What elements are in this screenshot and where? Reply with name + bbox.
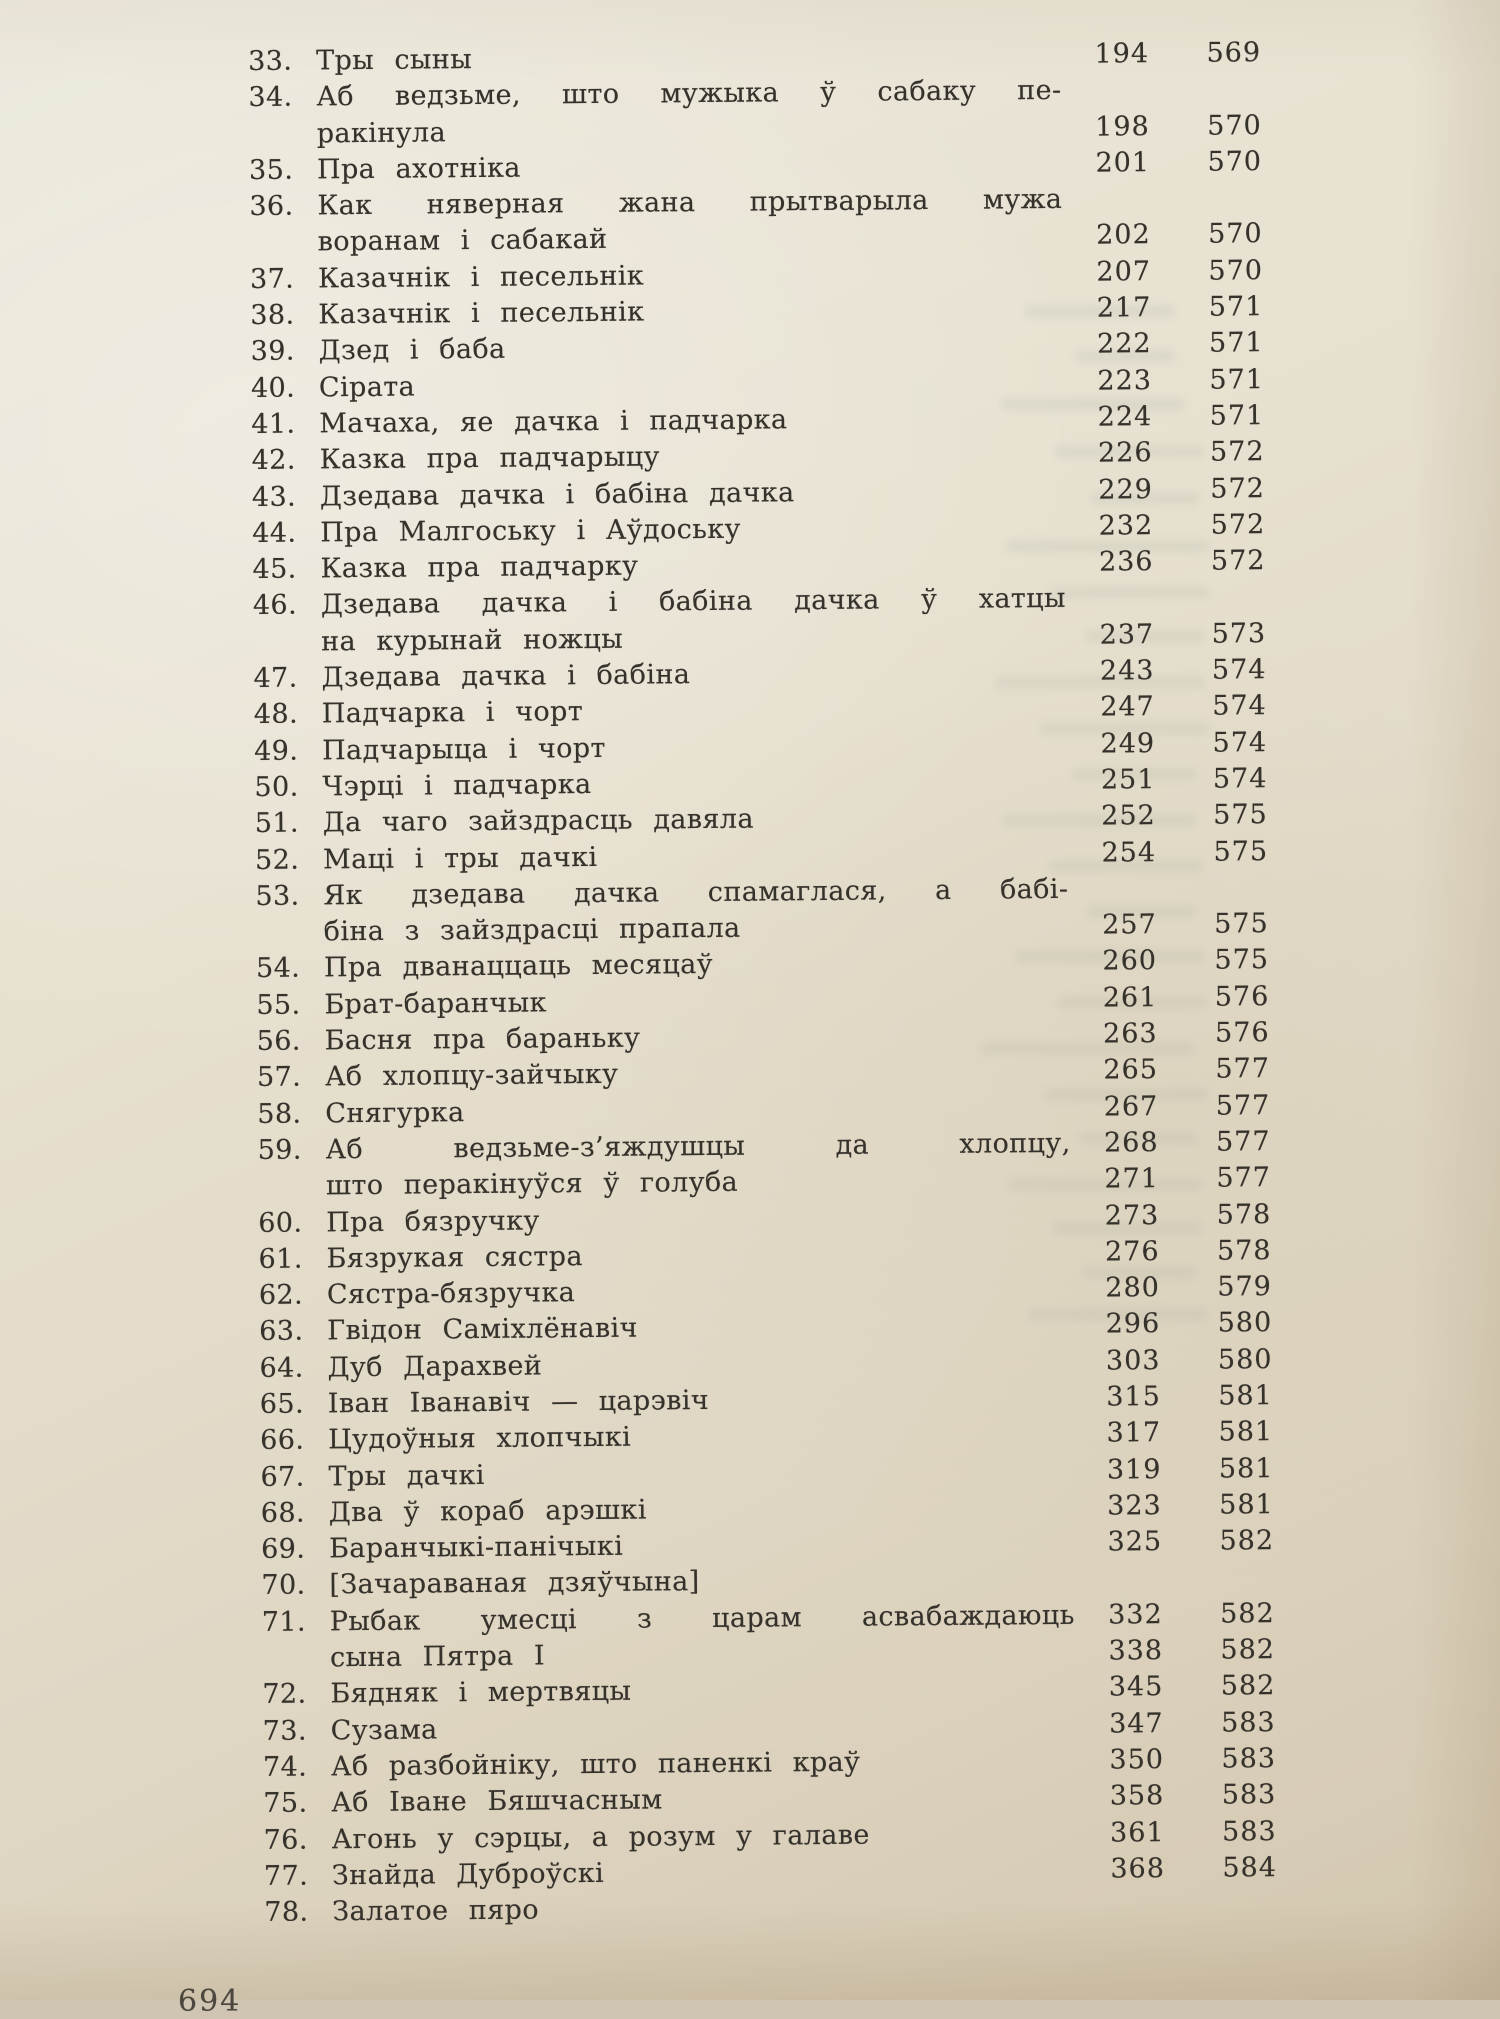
text-page-number: 358 [1109,1780,1165,1812]
entry-number: 33. [247,45,293,77]
entry-number: 35. [248,154,294,186]
text-page-number: 257 [1102,909,1157,941]
entry-number: 37. [249,263,295,295]
text-page-number: 207 [1096,255,1152,288]
commentary-page-number: 584 [1222,1851,1278,1884]
text-page-number: 345 [1108,1671,1164,1703]
entry-number: 58. [257,1098,302,1130]
entry-number: 61. [258,1243,303,1275]
entry-title: Дзедава дачка і бабіна дачка ў хатцы [320,583,1066,621]
commentary-page-number: 577 [1215,1053,1271,1085]
entry-number [247,251,305,252]
commentary-page-number [1162,1586,1274,1587]
entry-number: 49. [254,735,299,767]
text-page-number: 252 [1101,800,1156,832]
text-page-number: 280 [1105,1272,1161,1304]
entry-number: 64. [259,1352,304,1384]
commentary-page-number [1154,606,1266,607]
entry-number: 69. [260,1533,306,1566]
entry-title: Казка пра падчарку [320,550,639,585]
text-page-number [1068,897,1156,898]
entry-title: [Зачараваная дзяўчына] [329,1566,700,1601]
commentary-page-number: 576 [1214,980,1270,1013]
text-page-number: 317 [1106,1417,1162,1449]
text-page-number: 261 [1102,981,1158,1014]
text-page-number: 361 [1109,1816,1165,1849]
entry-title: Снягурка [325,1096,465,1129]
entry-number: 56. [256,1025,301,1057]
entry-number: 48. [253,698,299,731]
entry-title: Залатое пяро [332,1894,540,1928]
text-page-number: 350 [1109,1743,1165,1776]
text-page-number: 260 [1102,945,1158,977]
commentary-page-number: 577 [1215,1125,1271,1158]
commentary-page-number [1165,1912,1277,1913]
text-page-number [1077,1913,1165,1914]
entry-title: Казачнік і песельнік [317,260,645,295]
commentary-page-number: 571 [1208,291,1264,323]
entry-title: Іван Іванавіч — царэвіч [327,1384,710,1420]
commentary-page-number: 571 [1209,400,1265,432]
entry-title: на курынай ножцы [321,623,624,658]
text-page-number: 217 [1096,292,1152,324]
entry-title: Цудоўныя хлопчыкі [328,1421,632,1456]
entry-title: Агонь у сэрцы, а розум у галаве [331,1819,870,1855]
commentary-page-number: 572 [1210,508,1266,541]
entry-title: што перакінуўся ў голуба [325,1166,739,1202]
text-page-number: 332 [1108,1598,1163,1631]
text-page-number: 368 [1110,1852,1166,1885]
entry-title: Сузама [330,1714,438,1746]
text-page-number: 202 [1096,219,1151,252]
text-page-number: 347 [1108,1707,1164,1740]
entry-title: Да чаго зайздрасць давяла [322,803,755,839]
entry-number: 78. [264,1896,309,1929]
entry-title: Баранчыкі-панічыкі [328,1530,624,1565]
entry-title: Мачаха, яе дачка і падчарка [319,404,788,440]
text-page-number: 243 [1099,655,1155,687]
entry-number: 59. [257,1134,302,1166]
entry-title: Басня пра бараньку [324,1022,641,1057]
text-page-number: 222 [1096,328,1152,360]
commentary-page-number: 575 [1214,944,1270,976]
commentary-page-number: 570 [1208,254,1264,287]
text-page-number [1066,607,1154,608]
commentary-page-number: 574 [1211,654,1267,686]
commentary-page-number: 577 [1215,1089,1271,1122]
entry-number: 54. [255,952,301,985]
text-page-number: 237 [1099,618,1155,651]
entry-title: Дзед і баба [318,334,506,367]
entry-number: 41. [251,408,296,440]
entry-number: 34. [248,81,293,114]
text-page-number: 194 [1094,38,1150,70]
commentary-page-number: 582 [1220,1597,1275,1630]
commentary-page-number: 575 [1213,835,1269,868]
entry-title: Чэрці і падчарка [322,768,592,803]
entry-number: 38. [250,299,295,332]
text-page-number: 271 [1104,1163,1160,1195]
text-page-number [1062,207,1150,208]
commentary-page-number: 572 [1209,436,1265,468]
commentary-page-number: 572 [1210,545,1266,577]
text-page-number [1074,1587,1162,1588]
entry-number: 66. [260,1424,305,1457]
commentary-page-number: 576 [1214,1017,1270,1049]
entry-title: Пра бязручку [326,1204,540,1238]
commentary-page-number: 581 [1218,1416,1274,1448]
commentary-page-number: 574 [1212,690,1267,722]
entry-title: Казачнік і песельнік [318,296,645,331]
entry-number: 63. [259,1315,304,1348]
text-page-number: 249 [1100,727,1156,760]
entry-number: 68. [260,1497,306,1529]
entry-title: Дзедава дачка і бабіна дачка [319,476,795,512]
entry-title: Падчарка і чорт [321,696,584,730]
entry-title: Брат-баранчык [324,987,547,1021]
entry-number: 70. [261,1569,306,1602]
commentary-page-number: 581 [1218,1452,1274,1485]
entry-number: 43. [251,481,297,513]
entry-title: Аб Іване Бяшчасным [331,1784,663,1819]
commentary-page-number: 580 [1217,1343,1273,1376]
entry-number: 73. [262,1715,307,1747]
commentary-page-number: 581 [1218,1380,1273,1412]
entry-title: Сірата [318,371,416,404]
toc-entry-row [261,1888,1274,1933]
entry-number [255,1195,313,1196]
entry-title: Тры дачкі [328,1459,486,1492]
entry-title: воранам і сабакай [317,224,608,258]
entry-number [250,650,308,651]
entry-number [246,142,304,143]
entry-number: 46. [252,590,298,622]
commentary-page-number: 570 [1208,218,1263,251]
entry-number: 36. [249,190,294,223]
text-page-number: 247 [1100,691,1155,723]
entry-number [253,941,311,942]
entry-title: біна з зайздрасці прапала [323,912,741,948]
commentary-page-number: 583 [1221,1779,1277,1811]
folio-page-number: 694 [178,1984,242,2019]
entry-title: Два ў кораб арэшкі [328,1494,647,1529]
commentary-page-number: 571 [1209,363,1265,396]
entry-title: Знайда Дуброўскі [331,1857,605,1892]
entry-number: 72. [262,1678,307,1711]
text-page-number: 276 [1104,1235,1160,1268]
commentary-page-number: 583 [1220,1706,1276,1739]
entry-number: 51. [254,807,300,840]
entry-number: 39. [250,335,295,368]
entry-title: Гвідон Саміхлёнавіч [327,1313,638,1347]
text-page-number: 229 [1098,473,1154,506]
entry-number: 77. [263,1860,309,1892]
entry-title: Бядняк і мертвяцы [330,1676,632,1710]
text-page-number: 223 [1097,364,1153,397]
text-page-number: 254 [1101,836,1157,869]
text-page-number: 198 [1095,110,1150,143]
entry-number: 74. [262,1751,308,1783]
entry-number: 65. [259,1388,305,1420]
entry-title: Пра Малгоську і Аўдоську [320,513,741,549]
entry-title: Казка пра падчарыцу [319,441,660,476]
entry-title: Тры сыны [315,44,473,77]
entry-title: Пра дванаццаць месяцаў [323,949,714,984]
entry-number: 40. [250,372,296,404]
text-page-number [1061,98,1149,99]
entry-number: 76. [263,1824,308,1856]
entry-title: Аб хлопцу-зайчыку [324,1059,619,1093]
commentary-page-number: 582 [1220,1634,1276,1666]
commentary-page-number: 582 [1219,1525,1275,1557]
text-page-number: 226 [1097,437,1153,469]
entry-number: 44. [252,517,297,549]
text-page-number: 268 [1103,1126,1159,1159]
entry-number: 52. [254,844,300,876]
text-page-number: 319 [1106,1453,1162,1486]
entry-title: сына Пятра I [329,1640,546,1674]
entry-title: Дзедава дачка і бабіна [321,659,691,694]
commentary-page-number: 575 [1213,799,1268,831]
commentary-page-number: 580 [1217,1307,1273,1339]
entry-number [259,1666,317,1667]
commentary-page-number: 578 [1216,1198,1272,1231]
commentary-page-number: 579 [1217,1271,1273,1303]
commentary-page-number [1149,97,1261,98]
commentary-page-number: 583 [1221,1815,1277,1848]
text-page-number: 232 [1098,509,1154,542]
entry-number: 75. [263,1787,308,1820]
commentary-page-number: 578 [1216,1234,1272,1267]
commentary-page-number: 577 [1216,1162,1272,1194]
text-page-number: 224 [1097,401,1153,433]
text-page-number: 265 [1103,1054,1159,1086]
entry-title: Сястра-бязручка [326,1277,576,1311]
text-page-number: 325 [1107,1526,1163,1558]
entry-title: ракінула [316,116,447,149]
text-page-number: 296 [1105,1308,1161,1340]
commentary-page-number: 570 [1207,146,1263,178]
commentary-page-number: 574 [1212,726,1268,759]
entry-number: 55. [256,989,301,1021]
text-page-number: 338 [1108,1635,1164,1667]
entry-title: Пра ахотніка [316,152,521,186]
commentary-page-number: 574 [1212,763,1268,795]
entry-number: 45. [252,553,297,586]
entry-number: 71. [261,1606,307,1638]
commentary-page-number: 571 [1208,327,1264,359]
text-page-number: 267 [1103,1090,1159,1123]
table-of-contents [245,37,1278,1933]
entry-title: Аб ведзьме, што мужыка ў сабаку пе- [316,75,1062,113]
entry-title: Аб ведзьме-з’яждушцы да хлопцу, [325,1127,1071,1166]
text-page-number: 236 [1098,546,1154,578]
text-page-number: 201 [1095,146,1151,179]
commentary-page-number: 581 [1219,1488,1274,1521]
entry-title: Падчарыца і чорт [322,732,606,766]
entry-title: Аб разбойніку, што паненкі краў [330,1746,861,1783]
commentary-page-number: 582 [1220,1670,1276,1702]
entry-number: 53. [255,880,300,912]
entry-number: 67. [260,1461,305,1493]
text-page-number: 323 [1107,1489,1162,1522]
entry-number: 47. [253,662,298,694]
entry-title: Як дзедава дачка спамаглася, а бабі- [323,873,1069,912]
commentary-page-number: 569 [1206,37,1262,69]
commentary-page-number: 572 [1210,472,1266,505]
entry-number: 57. [256,1061,302,1094]
text-page-number: 273 [1104,1199,1160,1232]
text-page-number: 315 [1106,1381,1161,1413]
entry-number: 50. [254,771,299,803]
commentary-page-number: 570 [1207,109,1262,142]
entry-number: 42. [251,444,296,477]
entry-number: 60. [258,1207,303,1239]
entry-number: 62. [258,1279,304,1312]
entry-title: Бязрукая сястра [326,1240,584,1275]
entry-title: Маці і тры дачкі [322,841,598,875]
commentary-page-number [1156,896,1268,897]
entry-title: Рыбак умесці з царам асвабаждаюць [329,1599,1075,1638]
text-page-number: 251 [1100,764,1156,796]
commentary-page-number: 573 [1211,617,1267,650]
entry-title: Как няверная жана прытварыла мужа [317,184,1063,222]
commentary-page-number [1150,206,1262,207]
commentary-page-number: 583 [1221,1743,1277,1775]
text-page-number: 303 [1105,1344,1161,1377]
entry-title: Дуб Дарахвей [327,1350,543,1384]
commentary-page-number: 575 [1214,908,1269,940]
text-page-number: 263 [1102,1018,1158,1050]
